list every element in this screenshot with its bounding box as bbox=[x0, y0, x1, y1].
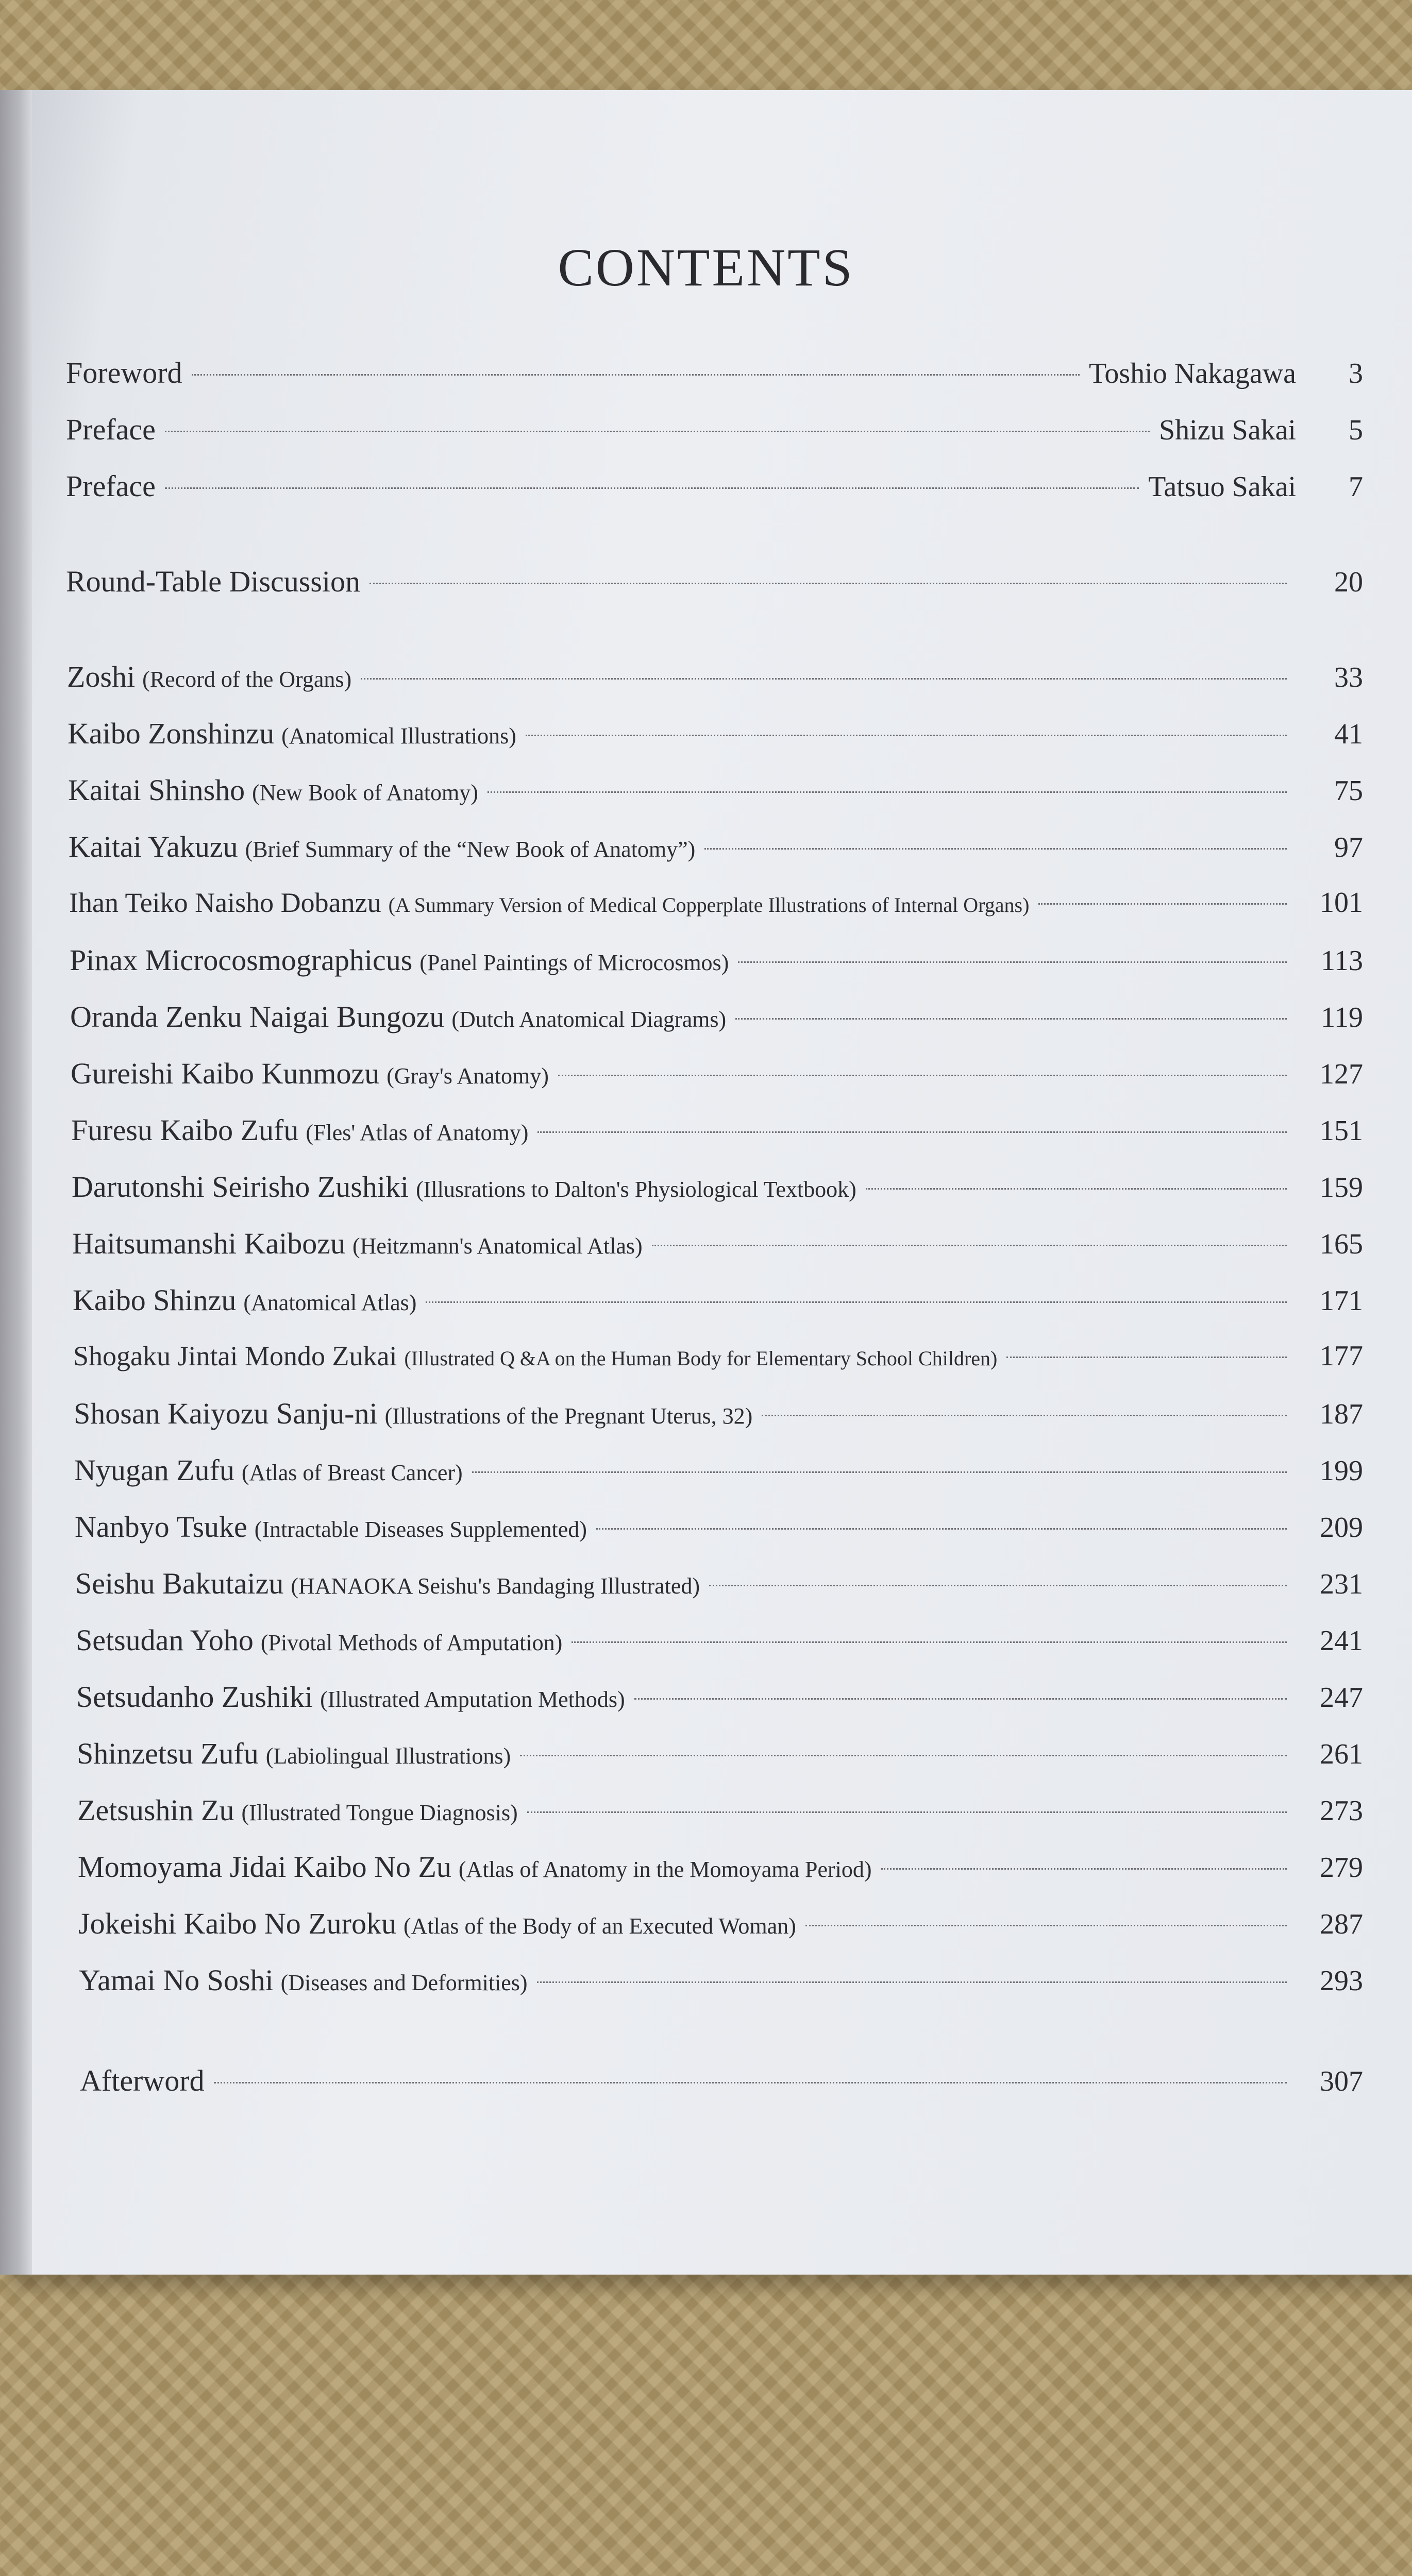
dot-leader bbox=[526, 735, 1287, 736]
dot-leader bbox=[165, 431, 1150, 432]
toc-entry-title: Ihan Teiko Naisho Dobanzu bbox=[69, 887, 381, 918]
toc-entry-page: 101 bbox=[1320, 887, 1363, 919]
toc-entry-page: 20 bbox=[1334, 566, 1363, 598]
toc-entry-page: 287 bbox=[1320, 1908, 1363, 1940]
toc-entry-page: 231 bbox=[1320, 1568, 1363, 1600]
toc-entry-title: Momoyama Jidai Kaibo No Zu bbox=[78, 1850, 451, 1884]
toc-entry-title: Kaibo Shinzu bbox=[73, 1283, 237, 1317]
dot-leader bbox=[488, 791, 1287, 793]
toc-entry-subtitle: (Anatomical Illustrations) bbox=[281, 723, 516, 749]
toc-entry-page: 119 bbox=[1321, 1002, 1363, 1033]
toc-entry bbox=[71, 1113, 1363, 1147]
toc-entry-page: 33 bbox=[1334, 662, 1363, 693]
toc-entry-subtitle: (Panel Paintings of Microcosmos) bbox=[419, 950, 729, 975]
toc-entry-subtitle: (Dutch Anatomical Diagrams) bbox=[451, 1007, 727, 1032]
toc-entry-page: 97 bbox=[1334, 832, 1363, 863]
toc-entry bbox=[67, 659, 1363, 694]
toc-entry-page: 247 bbox=[1320, 1682, 1363, 1714]
toc-entry bbox=[75, 1566, 1363, 1601]
toc-entry-title: Kaitai Yakuzu bbox=[69, 830, 238, 863]
toc-entry-subtitle: (Fles' Atlas of Anatomy) bbox=[306, 1120, 529, 1145]
toc-entry-title: Setsudan Yoho bbox=[76, 1623, 254, 1657]
dot-leader bbox=[192, 374, 1080, 376]
toc-entry-title: Haitsumanshi Kaibozu bbox=[72, 1227, 345, 1260]
contents-heading: CONTENTS bbox=[558, 238, 854, 297]
toc-entry bbox=[76, 1680, 1363, 1714]
toc-entry-page: 159 bbox=[1320, 1172, 1363, 1204]
toc-entry-title: Furesu Kaibo Zufu bbox=[71, 1113, 299, 1147]
toc-entry-afterword bbox=[80, 2063, 1363, 2098]
dot-leader bbox=[634, 1698, 1287, 1700]
toc-entry-subtitle: (Heitzmann's Anatomical Atlas) bbox=[352, 1233, 643, 1259]
dot-leader bbox=[558, 1075, 1287, 1076]
toc-entry-subtitle: (Illusrations to Dalton's Physiological Textbook) bbox=[416, 1177, 856, 1202]
toc-entry-subtitle: (Illustrated Q &A on the Human Body for Elementary School Children) bbox=[404, 1347, 998, 1370]
toc-entry-author: Tatsuo Sakai bbox=[1148, 471, 1296, 503]
toc-entry-foreword bbox=[66, 355, 1363, 390]
dot-leader bbox=[652, 1245, 1287, 1246]
toc-entry-page: 3 bbox=[1349, 358, 1363, 389]
toc-entry bbox=[69, 829, 1363, 864]
toc-entry-label: Afterword bbox=[80, 2064, 205, 2097]
dot-leader bbox=[762, 1415, 1287, 1416]
toc-entry-label: Preface bbox=[66, 469, 156, 503]
toc-entry-page: 177 bbox=[1320, 1340, 1363, 1372]
toc-entry-title: Darutonshi Seirisho Zushiki bbox=[72, 1170, 409, 1204]
toc-entry-page: 241 bbox=[1320, 1625, 1363, 1657]
toc-entry-author: Toshio Nakagawa bbox=[1089, 358, 1296, 389]
dot-leader bbox=[805, 1925, 1287, 1926]
dot-leader bbox=[704, 848, 1287, 850]
toc-entry bbox=[77, 1793, 1363, 1827]
toc-entry-title: Oranda Zenku Naigai Bungozu bbox=[70, 1000, 445, 1033]
toc-entry-page: 293 bbox=[1320, 1965, 1363, 1997]
toc-entry-subtitle: (Brief Summary of the “New Book of Anatomy”) bbox=[245, 837, 696, 862]
toc-entry-subtitle: (Diseases and Deformities) bbox=[280, 1970, 528, 1995]
toc-entry-title: Nanbyo Tsuke bbox=[75, 1510, 247, 1544]
dot-leader bbox=[361, 678, 1287, 680]
toc-entry-title: Shosan Kaiyozu Sanju-ni bbox=[74, 1397, 378, 1430]
toc-entry bbox=[71, 1056, 1363, 1091]
toc-entry bbox=[72, 1170, 1363, 1204]
dot-leader bbox=[709, 1585, 1287, 1586]
toc-entry-label: Foreword bbox=[66, 356, 182, 389]
toc-entry-subtitle: (HANAOKA Seishu's Bandaging Illustrated) bbox=[291, 1573, 700, 1599]
toc-entry bbox=[76, 1623, 1363, 1657]
dot-leader bbox=[472, 1471, 1287, 1473]
toc-entry-page: 127 bbox=[1320, 1058, 1363, 1090]
toc-entry-title: Pinax Microcosmographicus bbox=[70, 943, 413, 977]
dot-leader bbox=[596, 1528, 1287, 1530]
toc-entry-page: 5 bbox=[1349, 414, 1363, 446]
table-of-contents bbox=[0, 90, 1412, 2275]
toc-entry-title: Seishu Bakutaizu bbox=[75, 1567, 284, 1600]
toc-entry-subtitle: (Gray's Anatomy) bbox=[386, 1063, 549, 1089]
toc-entry bbox=[78, 1850, 1363, 1884]
toc-entry-label: Round-Table Discussion bbox=[66, 565, 361, 598]
toc-entry bbox=[72, 1226, 1363, 1261]
toc-entry-page: 75 bbox=[1334, 775, 1363, 807]
toc-entry-page: 307 bbox=[1320, 2065, 1363, 2097]
toc-entry-label: Preface bbox=[66, 413, 156, 446]
toc-entry-page: 113 bbox=[1321, 945, 1363, 977]
dot-leader bbox=[571, 1641, 1287, 1643]
toc-entry-page: 261 bbox=[1320, 1738, 1363, 1770]
toc-entry-subtitle: (Illustrations of the Pregnant Uterus, 32) bbox=[384, 1403, 753, 1429]
toc-entry bbox=[75, 1510, 1363, 1544]
toc-entry-title: Kaitai Shinsho bbox=[68, 773, 245, 807]
toc-entry bbox=[73, 1340, 1363, 1372]
toc-entry-preface bbox=[66, 469, 1363, 503]
toc-entry bbox=[74, 1396, 1363, 1431]
dot-leader bbox=[537, 1131, 1287, 1133]
toc-entry-author: Shizu Sakai bbox=[1159, 414, 1296, 446]
toc-entry-page: 151 bbox=[1320, 1115, 1363, 1147]
toc-entry-title: Kaibo Zonshinzu bbox=[68, 717, 275, 750]
toc-entry-round-table bbox=[66, 564, 1363, 599]
toc-entry-title: Setsudanho Zushiki bbox=[76, 1680, 313, 1714]
toc-entry-page: 41 bbox=[1334, 718, 1363, 750]
dot-leader bbox=[214, 2082, 1287, 2083]
toc-entry-subtitle: (Pivotal Methods of Amputation) bbox=[260, 1630, 563, 1655]
toc-entry-subtitle: (Anatomical Atlas) bbox=[243, 1290, 417, 1315]
toc-entry-title: Zetsushin Zu bbox=[77, 1793, 234, 1827]
toc-entry-title: Shogaku Jintai Mondo Zukai bbox=[73, 1341, 397, 1371]
toc-entry bbox=[69, 886, 1363, 919]
dot-leader bbox=[426, 1301, 1287, 1303]
toc-entry-subtitle: (A Summary Version of Medical Copperplate Illustrations of Internal Organs) bbox=[388, 893, 1030, 917]
toc-entry-subtitle: (Illustrated Tongue Diagnosis) bbox=[241, 1800, 518, 1825]
toc-entry bbox=[68, 773, 1363, 807]
dot-leader bbox=[165, 487, 1139, 489]
toc-entry-title: Zoshi bbox=[67, 660, 136, 693]
toc-entry-page: 171 bbox=[1320, 1285, 1363, 1317]
toc-entry-subtitle: (New Book of Anatomy) bbox=[252, 780, 478, 805]
dot-leader bbox=[537, 1981, 1287, 1983]
toc-entry-page: 273 bbox=[1320, 1795, 1363, 1827]
toc-entry-title: Yamai No Soshi bbox=[79, 1963, 274, 1997]
book-page bbox=[0, 90, 1412, 2275]
toc-entry-page: 279 bbox=[1320, 1852, 1363, 1884]
toc-entry-subtitle: (Atlas of Anatomy in the Momoyama Period) bbox=[458, 1857, 872, 1882]
toc-entry-title: Jokeishi Kaibo No Zuroku bbox=[78, 1907, 396, 1940]
toc-entry-title: Shinzetsu Zufu bbox=[77, 1737, 259, 1770]
toc-entry-page: 209 bbox=[1320, 1512, 1363, 1544]
toc-entry-page: 199 bbox=[1320, 1455, 1363, 1487]
toc-entry-preface bbox=[66, 412, 1363, 447]
toc-entry bbox=[73, 1283, 1363, 1317]
toc-entry-subtitle: (Illustrated Amputation Methods) bbox=[320, 1687, 625, 1712]
toc-entry-page: 187 bbox=[1320, 1398, 1363, 1430]
toc-entry-subtitle: (Record of the Organs) bbox=[142, 667, 352, 692]
dot-leader bbox=[738, 961, 1287, 963]
dot-leader bbox=[527, 1811, 1287, 1813]
toc-entry bbox=[70, 943, 1363, 977]
toc-entry bbox=[77, 1736, 1363, 1771]
toc-entry bbox=[68, 716, 1363, 751]
toc-entry-page: 7 bbox=[1349, 471, 1363, 503]
toc-entry bbox=[70, 999, 1363, 1034]
dot-leader bbox=[866, 1188, 1287, 1190]
toc-entry-subtitle: (Intractable Diseases Supplemented) bbox=[254, 1517, 587, 1542]
toc-entry-page: 165 bbox=[1320, 1228, 1363, 1260]
dot-leader bbox=[1038, 903, 1287, 905]
dot-leader bbox=[735, 1018, 1287, 1020]
dot-leader bbox=[881, 1868, 1287, 1870]
dot-leader bbox=[369, 583, 1287, 584]
toc-entry-title: Nyugan Zufu bbox=[74, 1453, 234, 1487]
toc-entry bbox=[78, 1906, 1363, 1941]
toc-entry-subtitle: (Atlas of the Body of an Executed Woman) bbox=[404, 1913, 796, 1939]
dot-leader bbox=[520, 1755, 1287, 1756]
dot-leader bbox=[1006, 1357, 1287, 1358]
toc-entry-title: Gureishi Kaibo Kunmozu bbox=[71, 1057, 380, 1090]
toc-entry bbox=[74, 1453, 1363, 1487]
toc-entry-subtitle: (Labiolingual Illustrations) bbox=[265, 1743, 511, 1769]
toc-entry-subtitle: (Atlas of Breast Cancer) bbox=[241, 1460, 463, 1485]
toc-entry bbox=[79, 1963, 1363, 1997]
